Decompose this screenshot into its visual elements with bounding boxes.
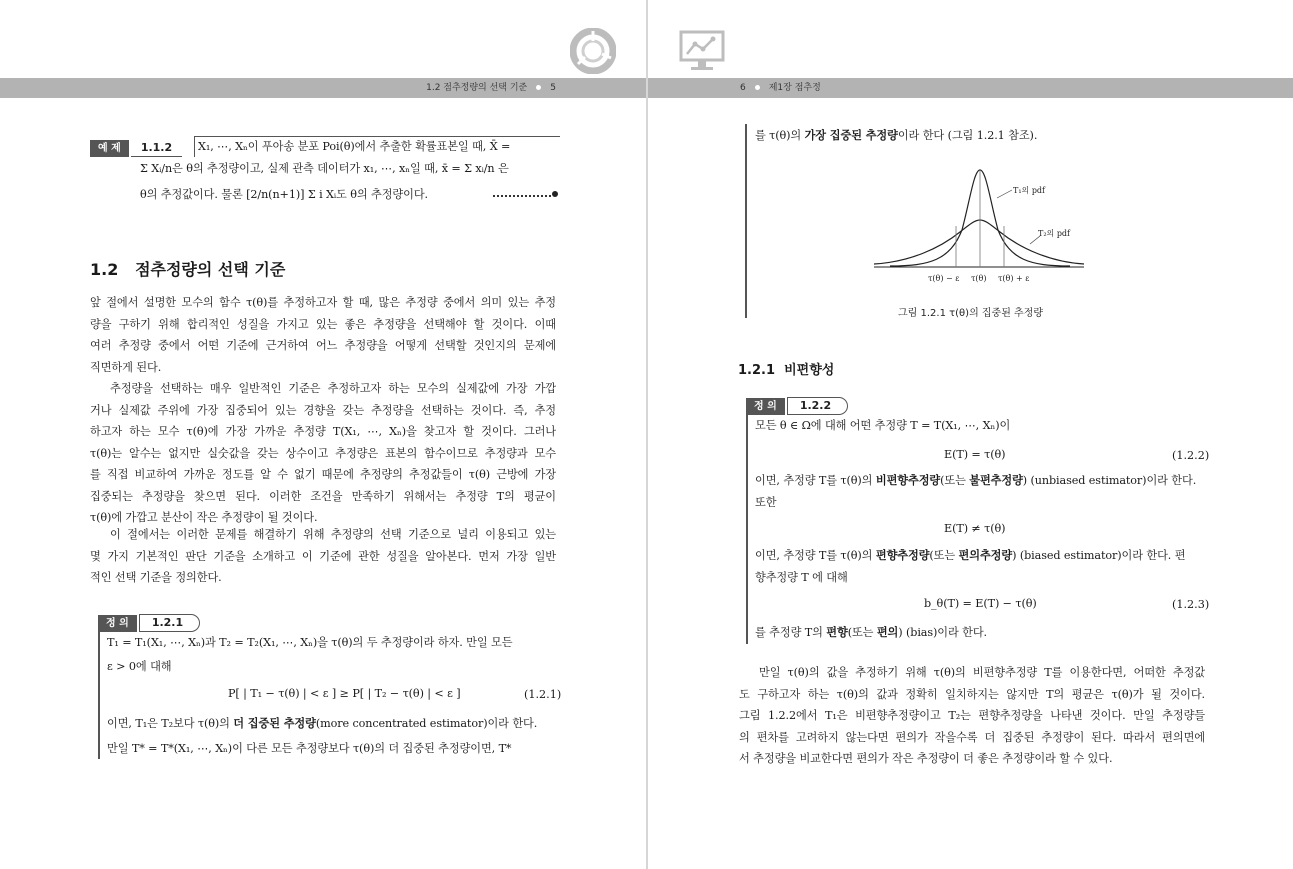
example-box <box>90 136 560 206</box>
text-line: 도 구하고자 하는 τ(θ)의 값과 정확히 일치하지는 않지만 T의 평균은 τ(θ)가 될 것이다. <box>739 687 1205 701</box>
section-title: 점추정량의 선택 기준 <box>135 260 286 279</box>
bold-term: 가장 집중된 추정량 <box>804 128 898 142</box>
definition-equation: P[ | T₁ − τ(θ) | < ε ] ≥ P[ | T₂ − τ(θ) | < ε ] <box>228 687 461 700</box>
text-span: (more concentrated estimator)이라 한다. <box>315 717 538 730</box>
bold-term: 편의 <box>876 625 899 639</box>
monitor-chart-icon <box>679 30 725 72</box>
example-number: 1.1.2 <box>131 140 182 157</box>
bold-term: 편향 <box>826 625 848 639</box>
subsection-title: 비편향성 <box>784 363 835 378</box>
header-section: 1.2 점추정량의 선택 기준 <box>426 83 528 93</box>
text-span: (또는 <box>929 549 959 562</box>
text-span: ) (biased estimator)이라 한다. 편 <box>1012 549 1186 562</box>
text-line: 이 절에서는 이러한 문제를 해결하기 위해 추정량의 선택 기준으로 널리 이용되고 있는 <box>110 528 556 541</box>
example-line-2: Σ Xᵢ/n은 θ의 추정량이고, 실제 관측 데이터가 x₁, ⋯, xₙ일 때, x̄ = Σ xᵢ/n 은 <box>140 162 509 175</box>
page-number: 5 <box>550 83 556 93</box>
text-line: 그림 1.2.2에서 T₁은 비편향추정량이고 T₂는 편향추정량을 나타낸 것이다. 만일 추정량들 <box>739 709 1205 722</box>
paragraph-unbiasedness <box>739 662 1205 770</box>
page-number: 6 <box>740 83 746 93</box>
chart-ring-icon <box>570 28 616 74</box>
text-span: 이면, 추정량 T를 τ(θ)의 <box>755 474 876 487</box>
text-span: 이면, 추정량 T를 τ(θ)의 <box>755 549 876 562</box>
example-label: 예 제 <box>90 140 129 157</box>
section-heading <box>90 257 285 280</box>
right-running-header <box>648 78 1293 98</box>
paragraph-2 <box>90 378 556 529</box>
text-span: (또는 <box>940 474 970 487</box>
text-line: 여러 추정량 중에서 어떤 기준에 근거하여 어느 추정량을 어떻게 선택할 것인지의 문제에 <box>90 339 556 352</box>
example-end-marker <box>493 195 551 197</box>
definition-line-2: ε > 0에 대해 <box>107 660 172 673</box>
subsection-number: 1.2.1 <box>738 363 776 378</box>
example-line-3: θ의 추정값이다. 물론 [2/n(n+1)] Σ i Xᵢ도 θ의 추정량이다. <box>140 188 428 201</box>
figure-caption: 그림 1.2.1 τ(θ)의 집중된 추정량 <box>898 308 1044 319</box>
text-line: 하고자 하는 모수 τ(θ)에 가장 가까운 추정량 T(X₁, ⋯, Xₙ)을 찾고자 할 것이다. 그러나 <box>90 425 556 438</box>
equation-number: (1.2.3) <box>1172 598 1210 611</box>
text-line: τ(θ)에 가깝고 분산이 작은 추정량이 될 것이다. <box>90 511 318 524</box>
text-line: 를 직접 비교하여 가까운 정도를 알 수 없기 때문에 추정량의 추정값들이 τ(θ) 근방에 가장 <box>90 468 556 481</box>
definition-line-5: 향추정량 T 에 대해 <box>755 571 848 584</box>
definition-tag <box>98 611 200 632</box>
text-line: 집중되는 추정량을 찾으면 된다. 이러한 조건을 만족하기 위해서는 추정량 T의 평균이 <box>90 489 556 503</box>
tick-label-right: τ(θ) + ε <box>998 274 1030 283</box>
definition-line-2 <box>755 470 1207 492</box>
text-line: 서 추정량을 비교한다면 편의가 작은 추정량이 더 좋은 추정량이라 할 수 있다. <box>739 752 1113 765</box>
text-line: 거나 실제값 주위에 가장 집중되어 있는 경향을 갖는 추정량을 선택하는 것이다. 즉, 추정 <box>90 403 556 417</box>
bold-term: 편의추정량 <box>958 548 1013 562</box>
book-spine <box>646 0 648 869</box>
definition-line-3 <box>107 713 567 735</box>
text-line: 앞 절에서 설명한 모수의 함수 τ(θ)를 추정하고자 할 때, 많은 추정량 중에서 의미 있는 추정 <box>90 296 556 309</box>
equation-number: (1.2.1) <box>524 688 562 701</box>
text-line: τ(θ)는 알수는 없지만 실숫값을 갖는 상수이고 추정량은 표본의 함수이므로 추정량과 모수 <box>90 446 556 460</box>
text-line: 직면하게 된다. <box>90 360 162 374</box>
definition-rule <box>98 629 100 759</box>
equation-inequality: E(T) ≠ τ(θ) <box>944 522 1006 535</box>
section-number: 1.2 <box>90 260 119 279</box>
text-line: 만일 τ(θ)의 값을 추정하기 위해 τ(θ)의 비편향추정량 T를 이용한다면, 어떠한 추정값 <box>759 666 1205 679</box>
subsection-heading <box>738 359 834 378</box>
paragraph-1 <box>90 292 556 378</box>
text-span: ) (unbiased estimator)이라 한다. <box>1022 474 1197 487</box>
example-line-1: X₁, ⋯, Xₙ이 푸아송 분포 Poi(θ)에서 추출한 확률표본일 때, X̄ = <box>198 140 511 153</box>
continuation-line <box>755 125 1205 147</box>
definition-number: 1.2.2 <box>787 397 848 415</box>
definition-line-3: 또한 <box>755 496 777 509</box>
tick-label-left: τ(θ) − ε <box>928 274 960 283</box>
bold-term: 불편추정량 <box>969 473 1023 487</box>
example-end-bullet <box>552 191 558 197</box>
bold-term: 더 집중된 추정량 <box>233 716 316 730</box>
header-chapter: 제1장 점추정 <box>768 83 821 93</box>
equation-1-2-3: b_θ(T) = E(T) − τ(θ) <box>924 597 1037 610</box>
definition-line-1: T₁ = T₁(X₁, ⋯, Xₙ)과 T₂ = T₂(X₁, ⋯, Xₙ)을 τ(θ)의 두 추정량이라 하자. 만일 모든 <box>107 636 513 649</box>
text-line: 적인 선택 기준을 정의한다. <box>90 571 222 584</box>
label-t2-pdf: T₂의 pdf <box>1038 229 1071 238</box>
bold-term: 비편향추정량 <box>875 473 941 487</box>
tick-label-mid: τ(θ) <box>971 274 987 283</box>
bold-term: 편향추정량 <box>875 548 930 562</box>
paragraph-3 <box>90 524 556 589</box>
text-span: 이면, T₁은 T₂보다 τ(θ)의 <box>107 717 234 730</box>
definition-rule <box>746 412 748 644</box>
curve-t2-pdf <box>874 220 1084 264</box>
t1-leader <box>997 190 1012 198</box>
text-line: 의 편차를 고려하지 않는다면 편의가 작을수록 더 집중된 추정량이 된다. 따라서 편의면에 <box>739 730 1205 744</box>
definition-line-4 <box>755 545 1207 567</box>
definition-line-1: 모든 θ ∈ Ω에 대해 어떤 추정량 T = T(X₁, ⋯, Xₙ)이 <box>755 419 1011 432</box>
definition-line-6 <box>755 622 1205 644</box>
equation-number: (1.2.2) <box>1172 449 1210 462</box>
definition-label: 정 의 <box>746 398 785 415</box>
equation-1-2-2: E(T) = τ(θ) <box>944 448 1006 461</box>
text-span: 이라 한다 (그림 1.2.1 참조). <box>897 129 1038 142</box>
text-line: 량을 구하기 위해 합리적인 성질을 가지고 있는 좋은 추정량을 선택해야 할 것이다. 이때 <box>90 317 556 331</box>
figure-concentrated-estimators <box>870 160 1090 290</box>
definition-line-4: 만일 T* = T*(X₁, ⋯, Xₙ)이 다른 모든 추정량보다 τ(θ)의 더 집중된 추정량이면, T* <box>107 742 512 755</box>
definition-number: 1.2.1 <box>139 614 200 632</box>
text-span: (또는 <box>847 626 877 639</box>
left-running-header <box>0 78 646 98</box>
text-line: 몇 가지 기본적인 판단 기준을 소개하고 이 기준에 관한 성질을 알아본다. 먼저 가장 일반 <box>90 549 556 563</box>
text-span: ) (bias)이라 한다. <box>898 626 988 639</box>
text-span: 를 추정량 T의 <box>755 626 827 639</box>
text-span: 를 τ(θ)의 <box>755 129 805 142</box>
definition-continuation-rule <box>745 124 747 318</box>
definition-tag <box>746 394 848 415</box>
text-line: 추정량을 선택하는 매우 일반적인 기준은 추정하고자 하는 모수의 실제값에 가장 가깝 <box>110 382 556 395</box>
definition-label: 정 의 <box>98 615 137 632</box>
label-t1-pdf: T₁의 pdf <box>1013 186 1046 195</box>
